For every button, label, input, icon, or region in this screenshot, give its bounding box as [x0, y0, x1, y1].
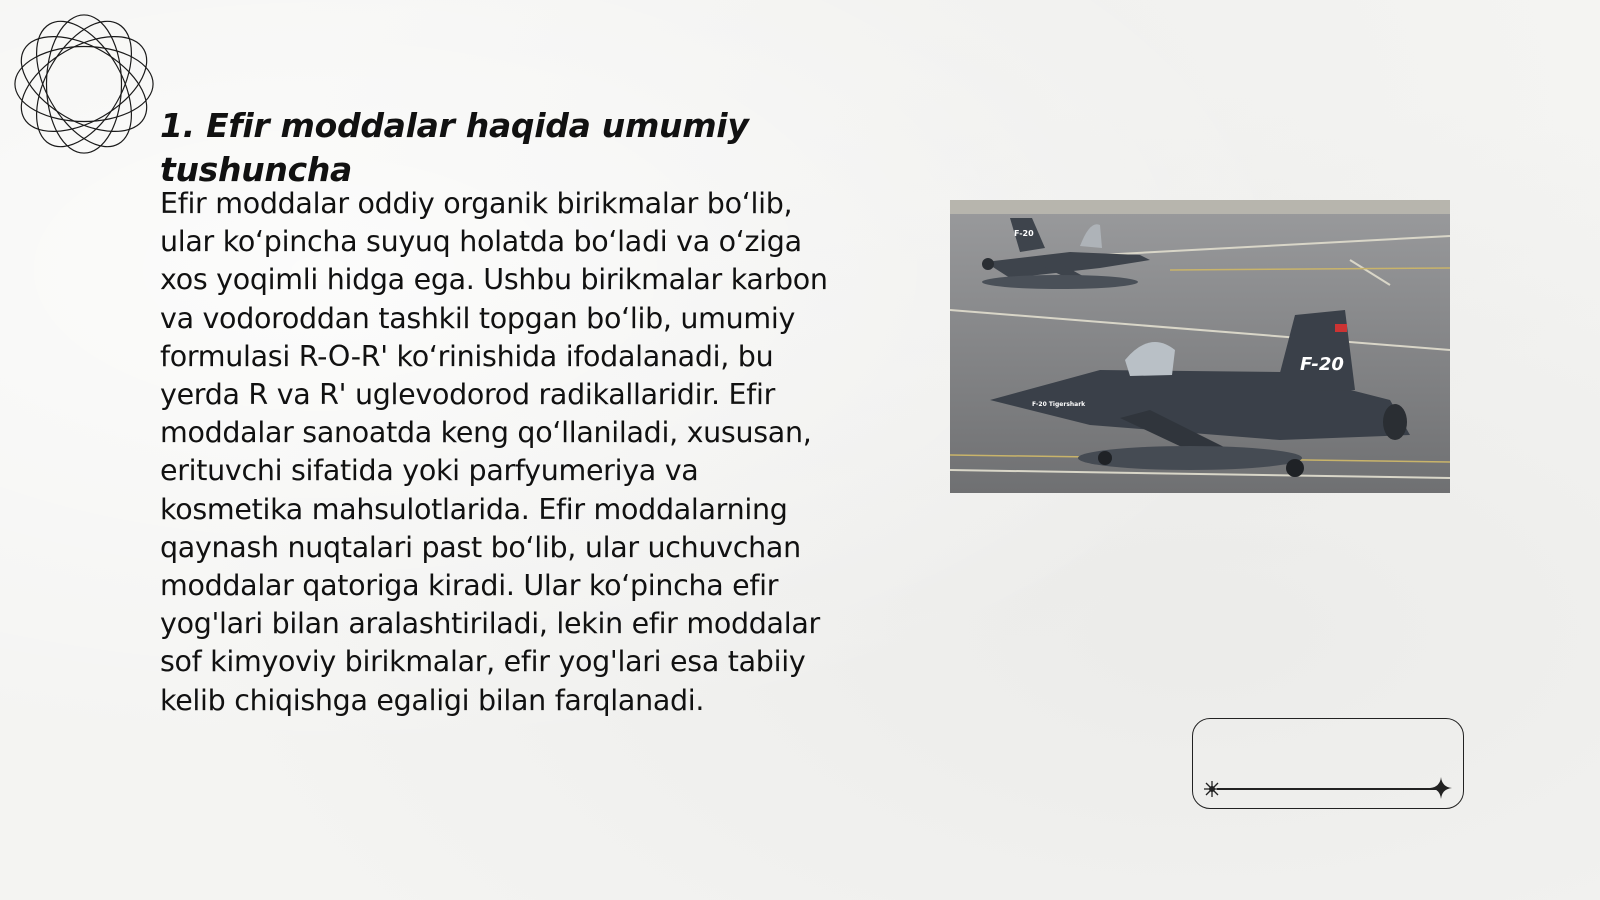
flag-icon [1335, 324, 1347, 332]
slide-title: 1. Efir moddalar haqida umumiy tushuncha [160, 106, 749, 189]
front-jet-tail-label: F-20 [1300, 354, 1344, 375]
slide-body-text: Efir moddalar oddiy organik birikmalar bo‘lib, ular ko‘pincha suyuq holatda bo‘ladi va o‘ziga xos yoqimli hidga ega. Ushbu birikmalar karbon va vodoroddan tashkil topgan bo‘lib, umumiy formulasi R-O-R' ko‘rinishida ifodalanadi, bu yerda R va R' uglevodorod radikallaridir. Efir moddalar sanoatda keng qo‘llaniladi, xususan, erituvchi sifatida yoki parfyumeriya va kosmetika mahsulotlarida. Efir moddalarning qaynash nuqtalari past bo‘lib, ular uchuvchan moddalar qatoriga kiradi. Ular ko‘pincha efir yog'lari bilan aralashtiriladi, lekin efir moddalar sof kimyoviy birikmalar, efir yog'lari esa tabiiy kelib chiqishga egaligi bilan farqlanadi. [160, 187, 828, 717]
decorative-frame [1192, 718, 1464, 809]
decorative-divider [1217, 788, 1439, 790]
sparkle-icon [1201, 778, 1223, 800]
circular-line-ornament-icon [10, 10, 158, 158]
jet-photo [950, 200, 1450, 493]
back-jet-tail-label: F-20 [1014, 229, 1034, 238]
front-jet-nose-label: F-20 Tigershark [1032, 401, 1086, 408]
cross-star-icon [1429, 776, 1453, 800]
